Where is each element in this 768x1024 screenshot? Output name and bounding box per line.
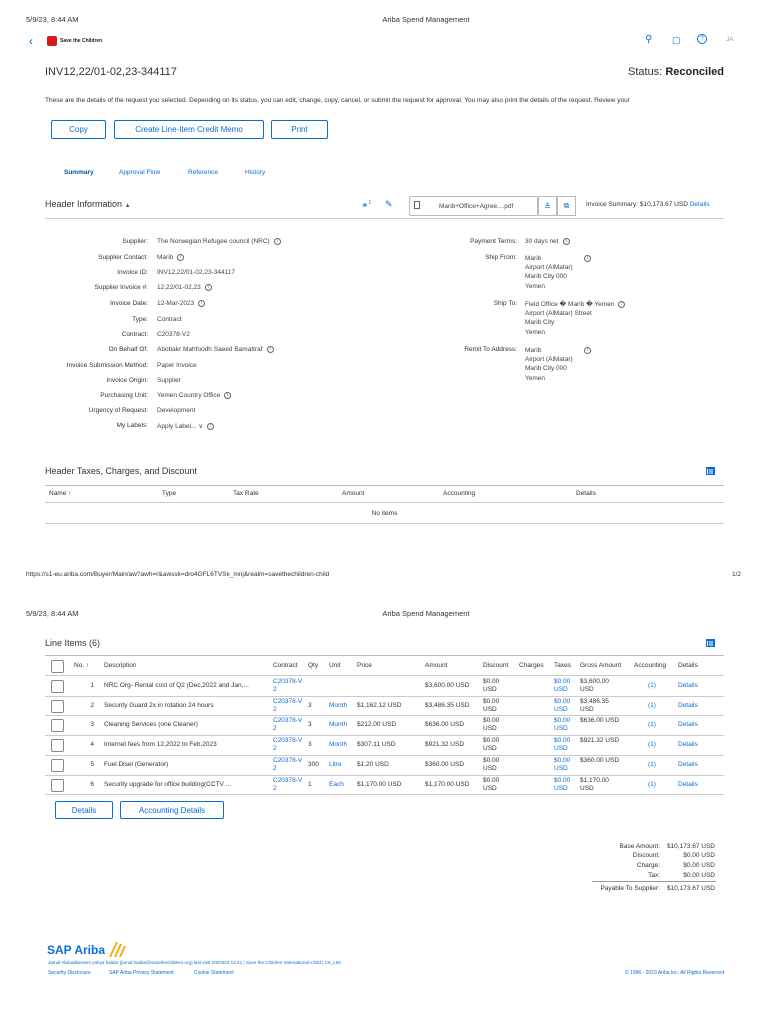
header-info-title-text: Header Information [45, 199, 123, 209]
row-number: 5 [90, 760, 94, 768]
info-icon[interactable]: i [207, 423, 214, 430]
taxes-col-type: Type [162, 490, 177, 497]
row-qty: 3 [308, 701, 312, 709]
attachment-dropdown-icon[interactable]: ≛ [538, 196, 557, 216]
ship-from-line: Airport (AlMatar) [525, 264, 573, 272]
ship-to-line: Yemen [525, 328, 545, 336]
row-number: 3 [90, 721, 94, 729]
privacy-statement-link[interactable]: SAP Ariba Privacy Statement [109, 970, 174, 976]
field-value [157, 269, 235, 276]
field-value-text: C20378-V2 [157, 331, 190, 338]
line-items-header-divider [45, 675, 724, 676]
logo-icon [47, 36, 57, 46]
total-label: Charge: [636, 862, 660, 869]
field-label: Urgency of Request: [88, 407, 148, 414]
field-label: Purchasing Unit: [100, 392, 148, 399]
row-amount: $1,170.00 USD [425, 780, 470, 788]
field-value[interactable] [157, 238, 281, 245]
info-icon[interactable]: i [618, 301, 625, 308]
row-divider [45, 735, 724, 736]
field-label: Type: [132, 316, 148, 323]
row-taxes-link[interactable]: $0.00 USD [554, 756, 571, 772]
save-the-children-logo[interactable] [47, 36, 102, 46]
field-label: My Labels: [116, 422, 148, 429]
table-settings-icon[interactable] [706, 467, 715, 475]
line-items-title: Line Items (6) [45, 638, 101, 648]
field-value-text: Paper Invoice [157, 362, 197, 369]
sap-ariba-logo [47, 941, 128, 957]
col-description: Description [104, 662, 137, 669]
row-accounting-link[interactable]: (1) [648, 780, 656, 788]
print-timestamp: 5/9/23, 8:44 AM [26, 15, 79, 24]
col-amount: Amount [425, 662, 448, 669]
row-details-link[interactable]: Details [678, 760, 698, 768]
payment-terms-value[interactable] [525, 238, 570, 245]
field-value [157, 407, 195, 414]
total-value: $0.00 USD [683, 862, 715, 869]
field-value-text: Apply Label... [157, 423, 197, 430]
invoice-summary [586, 201, 710, 208]
total-label: Base Amount: [619, 843, 660, 850]
row-qty: 3 [308, 741, 312, 749]
row-unit-link[interactable]: Month [329, 741, 348, 749]
select-all-checkbox[interactable] [51, 660, 64, 673]
col-discount: Discount [483, 662, 509, 669]
row-divider [45, 715, 724, 716]
row-contract-link[interactable]: C20378-V2 [273, 737, 303, 753]
field-value[interactable] [157, 346, 274, 353]
row-number: 2 [90, 701, 94, 709]
taxes-col-name[interactable]: Name ↑ [49, 490, 72, 497]
row-unit-link[interactable]: Month [329, 701, 348, 709]
row-checkbox[interactable] [51, 700, 64, 713]
col-qty: Qty [308, 662, 319, 669]
row-discount: $0.00 USD [483, 756, 500, 772]
help-icon[interactable]: ? [697, 34, 707, 44]
back-icon[interactable]: ‹ [29, 34, 33, 48]
field-label: Invoice Date: [110, 300, 148, 307]
row-description: Security Guard 2x in rotation 24 hours [104, 701, 214, 709]
print-title: Ariba Spend Management [382, 15, 470, 24]
field-value[interactable] [157, 422, 214, 430]
cart-icon[interactable]: ▢ [672, 35, 681, 45]
tab-summary[interactable]: Summary [64, 169, 94, 176]
row-taxes-link[interactable]: $0.00 USD [554, 776, 571, 792]
field-label: Invoice Submission Method: [66, 362, 148, 369]
invoice-summary-label: Invoice Summary: [586, 201, 639, 208]
remit-to-line: Yemen [525, 374, 545, 382]
attachment-count: 1 [368, 200, 372, 206]
info-icon[interactable]: i [563, 238, 570, 245]
col-charges: Charges [519, 662, 544, 669]
row-discount: $0.00 USD [483, 717, 500, 733]
chevron-down-icon[interactable]: ∨ [198, 423, 204, 430]
avatar[interactable]: JA [726, 36, 734, 43]
col-contract: Contract [273, 662, 298, 669]
col-details: Details [678, 662, 698, 669]
attachment-field[interactable] [409, 196, 538, 216]
field-value-text: Development [157, 407, 196, 414]
total-label: Payable To Supplier: [600, 885, 660, 892]
ship-from-address [525, 254, 573, 291]
sort-asc-icon[interactable]: ↑ [68, 490, 72, 497]
row-details-link[interactable]: Details [678, 741, 698, 749]
tab-reference[interactable]: Reference [188, 169, 218, 176]
row-contract-link[interactable]: C20378-V2 [273, 776, 303, 792]
row-qty: 3 [308, 721, 312, 729]
accounting-details-button[interactable]: Accounting Details [120, 801, 224, 819]
row-contract-link[interactable]: C20378-V2 [273, 756, 303, 772]
line-details-button[interactable]: Details [55, 801, 113, 819]
field-value [157, 316, 182, 323]
col-unit: Unit [329, 662, 341, 669]
row-gross-amount: $360.00 USD [580, 756, 620, 764]
row-number: 6 [90, 780, 94, 788]
row-checkbox[interactable] [51, 680, 64, 693]
field-value-text: INV12,22/01-02,23-344117 [157, 269, 235, 276]
status-value: Reconciled [665, 66, 724, 78]
row-gross-amount: $3,486.35 USD [580, 697, 609, 713]
col-gross-amount: Gross Amount [580, 662, 622, 669]
row-discount: $0.00 USD [483, 678, 500, 693]
row-unit-link[interactable]: Month [329, 721, 348, 729]
taxes-empty-message: No items [371, 510, 398, 517]
row-qty: 300 [308, 760, 319, 768]
row-contract-link[interactable]: C20378-V2 [273, 697, 303, 713]
total-value: $0.00 USD [683, 872, 715, 879]
security-disclosure-link[interactable]: Security Disclosure [48, 970, 91, 976]
field-label: Contract: [121, 331, 148, 338]
status-label: Status: [628, 66, 663, 78]
row-discount: $0.00 USD [483, 737, 500, 753]
remit-to-line: Marib [525, 347, 542, 354]
print-title-page2: Ariba Spend Management [382, 609, 470, 618]
field-label: Invoice ID: [117, 269, 148, 276]
row-details-link[interactable]: Details [678, 682, 698, 689]
total-label: Discount: [632, 852, 660, 859]
file-icon [414, 201, 420, 209]
field-value-text: 12-Mar-2023 [157, 300, 195, 308]
row-price: $212.00 USD [357, 721, 397, 729]
row-accounting-link[interactable]: (1) [648, 701, 656, 709]
taxes-col-amount: Amount [342, 490, 365, 497]
row-details-link[interactable]: Details [678, 701, 698, 709]
row-amount: $636.00 USD [425, 721, 465, 729]
field-value-text: The Norwegian Refugee council (NRC) [157, 238, 270, 246]
row-divider [45, 696, 724, 697]
ship-from-info-icon[interactable]: i [584, 255, 591, 262]
row-description: Cleaning Services (one Cleaner) [104, 721, 198, 729]
taxes-header-divider [45, 502, 724, 503]
row-details-link[interactable]: Details [678, 780, 698, 788]
field-value [157, 300, 205, 307]
info-icon[interactable]: i [205, 284, 212, 291]
row-divider [45, 794, 724, 795]
ship-to-line: Airport (AlMatar) Street [525, 310, 592, 318]
ship-from-label: Ship From: [485, 254, 517, 261]
field-value [157, 362, 197, 369]
row-checkbox[interactable] [51, 719, 64, 732]
row-price: $1,170.00 USD [357, 780, 402, 788]
field-value[interactable] [157, 331, 190, 338]
tab-approval-flow[interactable]: Approval Flow [119, 169, 161, 176]
ship-to-label: Ship To: [493, 300, 517, 307]
field-value-text: Marib [157, 254, 174, 262]
info-icon[interactable]: i [274, 238, 281, 245]
row-accounting-link[interactable]: (1) [648, 682, 656, 689]
taxes-col-tax-rate: Tax Rate [233, 490, 259, 497]
field-value-text: 12,22/01-02,23 [157, 284, 201, 292]
row-description: Fuel Disel (Generator) [104, 760, 169, 768]
row-accounting-link[interactable]: (1) [648, 760, 656, 768]
taxes-bottom-divider [45, 523, 724, 524]
row-price: $1,162.12 USD [357, 701, 402, 709]
row-price: $307.11 USD [357, 741, 396, 749]
col-accounting: Accounting [634, 662, 667, 669]
remit-to-line: Marib City 000 [525, 365, 567, 373]
row-taxes-link[interactable]: $0.00 USD [554, 717, 571, 733]
field-value-text: Abobakr Mahfoodh Saeed Bamattraf [157, 346, 263, 354]
totals-divider [592, 881, 716, 882]
row-details-link[interactable]: Details [678, 721, 698, 729]
row-description: NRC Org- Rental cost of Q2 (Dec,2022 and Jan,... [104, 682, 249, 689]
row-divider [45, 755, 724, 756]
taxes-col-accounting: Accounting [443, 490, 476, 497]
field-value-text: Contract [157, 316, 182, 323]
payment-terms-text: 30 days net [525, 238, 559, 246]
row-unit-link[interactable]: Each [329, 780, 344, 788]
search-icon[interactable]: ⚲ [645, 34, 653, 45]
field-value-text: Yemen Country Office [157, 392, 221, 400]
row-qty: 1 [308, 780, 312, 788]
row-number: 4 [90, 741, 94, 749]
cookie-statement-link[interactable]: Cookie Statement [194, 970, 234, 976]
row-accounting-link[interactable]: (1) [648, 721, 656, 729]
collapse-icon[interactable]: ▲ [124, 203, 131, 209]
status-badge [628, 66, 724, 78]
info-icon[interactable]: i [267, 346, 274, 353]
brand-text: SAP Ariba [47, 943, 106, 957]
logo-text: Save the Children [60, 38, 103, 44]
row-taxes-link[interactable]: $0.00 USD [554, 737, 571, 753]
remit-to-info-icon[interactable]: i [584, 347, 591, 354]
row-number: 1 [90, 682, 94, 689]
row-taxes-link[interactable]: $0.00 USD [554, 678, 571, 693]
ship-from-line: Yemen [525, 282, 545, 290]
field-label: On Behalf Of: [108, 346, 148, 353]
print-timestamp-page2: 5/9/23, 8:44 AM [26, 609, 79, 618]
copy-button[interactable]: Copy [51, 120, 106, 139]
header-info-divider [45, 218, 724, 219]
ship-from-line: Marib City 000 [525, 273, 567, 281]
copyright: © 1996 - 2023 Ariba Inc. All Rights Reserved [624, 970, 724, 976]
row-gross-amount: $921.32 USD [580, 737, 620, 745]
row-checkbox[interactable] [51, 779, 64, 792]
row-discount: $0.00 USD [483, 697, 500, 713]
row-divider [45, 775, 724, 776]
total-value: $0.00 USD [683, 852, 715, 859]
comment-icon[interactable]: ✎ [385, 199, 393, 209]
page-title: INV12,22/01-02,23-344117 [45, 66, 177, 78]
info-icon[interactable]: i [198, 300, 205, 307]
col-price: Price [357, 662, 372, 669]
payment-terms-label: Payment Terms: [470, 238, 517, 245]
col-no[interactable]: No. ↑ [74, 662, 90, 669]
field-label: Invoice Origin: [106, 377, 148, 384]
invoice-summary-details-link[interactable]: Details [689, 201, 710, 208]
row-gross-amount: $1,170.00 USD [580, 776, 609, 792]
taxes-col-details: Details [576, 490, 596, 497]
row-gross-amount: $636.00 USD [580, 717, 620, 725]
field-value [157, 377, 181, 384]
row-contract-link[interactable]: C20378-V2 [273, 717, 303, 733]
ship-to-line: Marib City [525, 319, 555, 327]
row-checkbox[interactable] [51, 759, 64, 772]
field-value-text: Supplier [157, 377, 181, 384]
ariba-logo-icon [108, 941, 128, 957]
total-value: $10,173.67 USD [666, 843, 715, 850]
sort-asc-icon[interactable]: ↑ [85, 662, 90, 669]
print-button[interactable]: Print [271, 120, 328, 139]
row-amount: $921.32 USD [425, 741, 465, 749]
row-contract-link[interactable]: C20378-V2 [273, 678, 303, 693]
row-taxes-link[interactable]: $0.00 USD [554, 697, 571, 713]
row-amount: $3,486.35 USD [425, 701, 470, 709]
field-value [157, 284, 212, 291]
col-taxes: Taxes [554, 662, 571, 669]
info-icon[interactable]: i [224, 392, 231, 399]
taxes-top-divider [45, 485, 724, 486]
attachment-icon[interactable]: ⚭$^1$ [361, 200, 372, 210]
attachment-open-icon[interactable]: ⧉ [557, 196, 576, 216]
attachment-name: Marib+Office+Agree....pdf [439, 202, 514, 210]
field-label: Supplier Contact: [98, 254, 148, 261]
total-value: $10,173.67 USD [666, 885, 715, 892]
page-number: 1/2 [732, 571, 742, 578]
row-price: $1.20 USD [357, 760, 389, 768]
credit-memo-button[interactable]: Create Line-Item Credit Memo [114, 120, 264, 139]
page-url: https://s1-eu.ariba.com/Buyer/Main/aw?awh=r&awssk=dro4GFL6TVSk_mnj&realm=savethechildren-child [26, 571, 330, 578]
row-amount: $3,600.00 USD [425, 682, 470, 689]
footer-user-line: Jamal Abdualkareem yahya haidar (jamal.haidar@savethechildren.org) last visit 2/9/2023 12:41 | Save the Children International-Child | C6_L65 [48, 960, 341, 965]
ship-to-address [525, 300, 625, 337]
row-checkbox[interactable] [51, 739, 64, 752]
field-label: Supplier Invoice #: [94, 284, 148, 291]
tab-history[interactable]: History [245, 169, 266, 176]
row-discount: $0.00 USD [483, 776, 500, 792]
ship-to-line: Field Office � Marib � Yemen i [525, 300, 625, 309]
ship-from-line: Marib [525, 255, 542, 262]
row-accounting-link[interactable]: (1) [648, 741, 656, 749]
header-info-title[interactable] [45, 199, 131, 209]
page-description: These are the details of the request you selected. Depending on its status, you can edit, change, copy, cancel, or submit the request for approval. You may also print the details of the request. Review your [45, 97, 630, 104]
total-label: Tax: [648, 872, 660, 879]
field-label: Supplier: [122, 238, 148, 245]
invoice-summary-value: $10,173.67 USD [639, 201, 688, 208]
row-gross-amount: $3,600.00 USD [580, 678, 609, 693]
row-description: Security upgrade for office building(CCTV ... [104, 780, 232, 788]
remit-to-label: Remit To Address: [464, 346, 517, 353]
info-icon[interactable]: i [177, 254, 184, 261]
row-unit-link[interactable]: Litre [329, 760, 342, 768]
taxes-section-title: Header Taxes, Charges, and Discount [45, 466, 197, 476]
row-description: Internet fees from 12,2022 to Feb,2023 [104, 741, 217, 749]
remit-to-address [525, 346, 573, 383]
field-value[interactable] [157, 392, 231, 399]
line-items-table-settings-icon[interactable] [706, 639, 715, 647]
field-value[interactable] [157, 254, 184, 261]
remit-to-line: Airport (AlMatar) [525, 356, 573, 364]
line-items-top-divider [45, 655, 724, 656]
row-amount: $360.00 USD [425, 760, 465, 768]
